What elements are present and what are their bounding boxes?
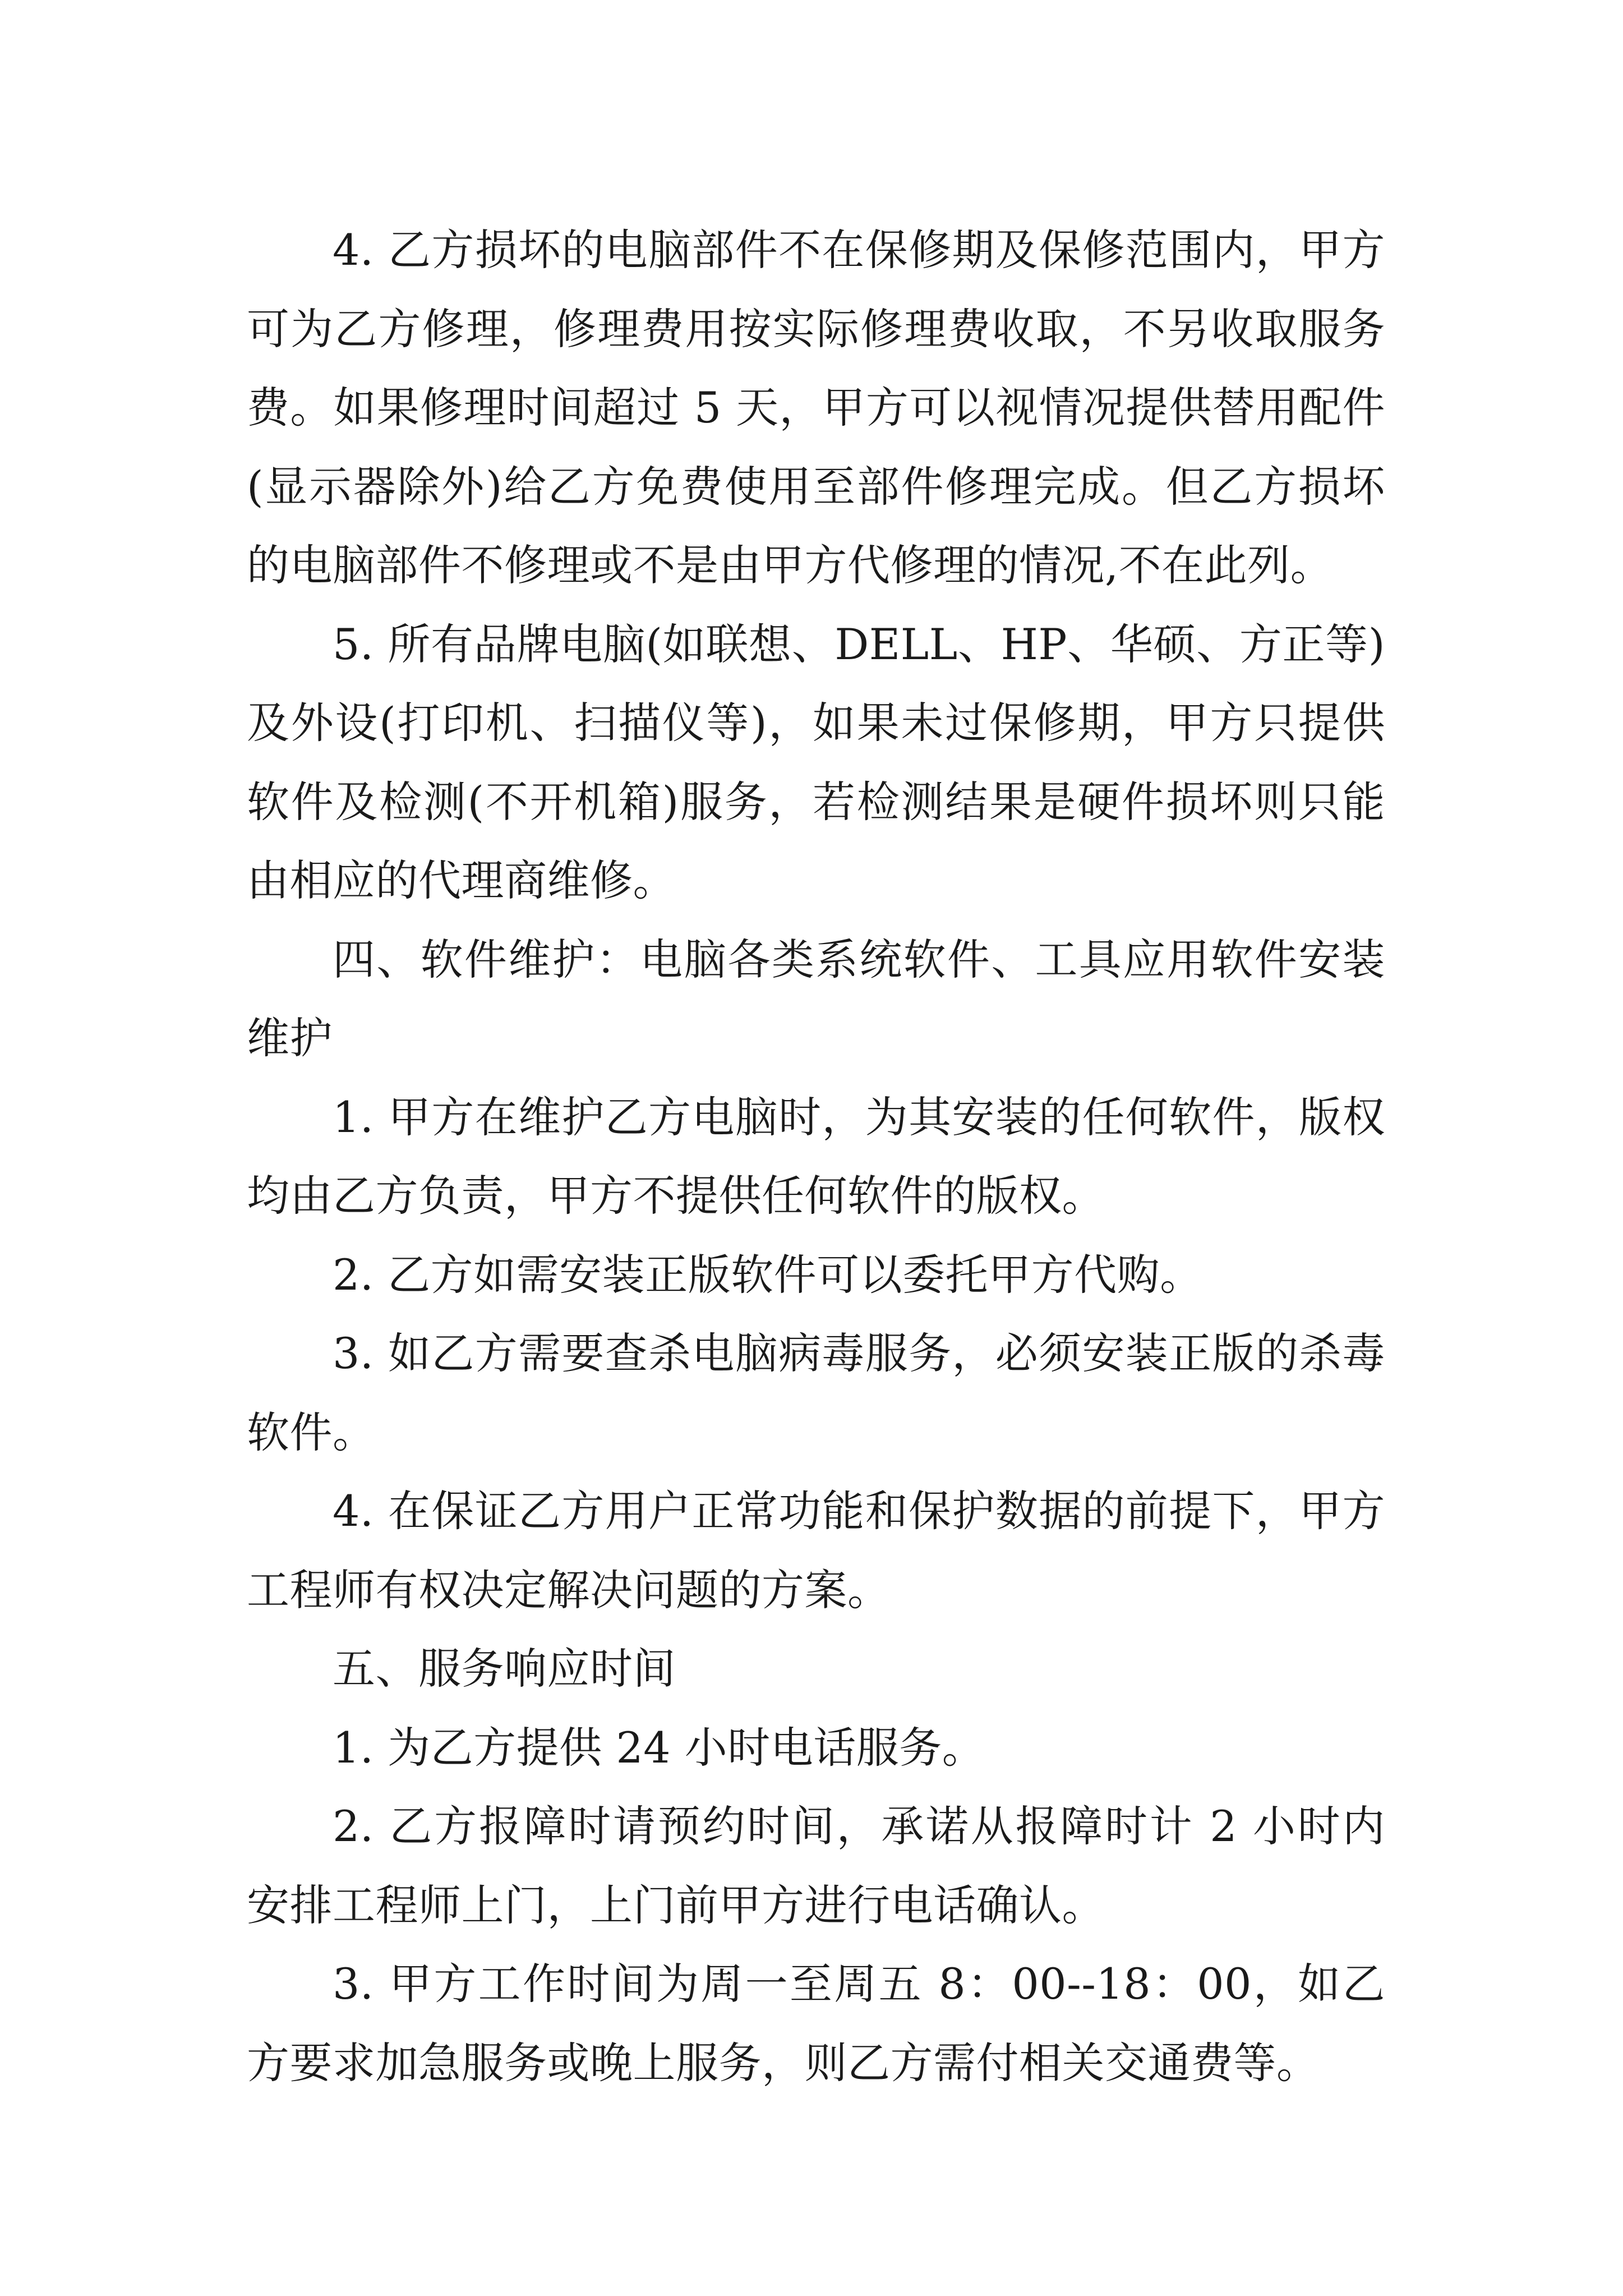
paragraph-onsite-appointment: 2. 乙方报障时请预约时间，承诺从报障时计 2 小时内安排工程师上门，上门前甲方进行电话确认。 [247, 1801, 1385, 1930]
section-heading-response-time: 五、服务响应时间 [333, 1644, 676, 1694]
paragraph-antivirus: 3. 如乙方需要查杀电脑病毒服务，必须安装正版的杀毒软件。 [247, 1328, 1385, 1457]
paragraph-genuine-software-purchase: 2. 乙方如需安装正版软件可以委托甲方代购。 [333, 1249, 1203, 1300]
section-heading-software-maintenance: 四、软件维护：电脑各类系统软件、工具应用软件安装维护 [247, 934, 1385, 1063]
document-body [247, 211, 1385, 2102]
paragraph-software-copyright: 1. 甲方在维护乙方电脑时，为其安装的任何软件，版权均由乙方负责，甲方不提供任何软件的版权。 [247, 1092, 1385, 1221]
paragraph-phone-service: 1. 为乙方提供 24 小时电话服务。 [333, 1722, 985, 1773]
paragraph-engineer-authority: 4. 在保证乙方用户正常功能和保护数据的前提下，甲方工程师有权决定解决问题的方案。 [247, 1486, 1385, 1615]
paragraph-repair-out-of-warranty: 4. 乙方损坏的电脑部件不在保修期及保修范围内，甲方可为乙方修理，修理费用按实际修理费收取，不另收取服务费。如果修理时间超过 5 天，甲方可以视情况提供替用配件(显示器除外)给乙方免费使用至部件修理完成。但乙方损坏的电脑部件不修理或不是由甲方代修理的情况,不在此列。 [247, 225, 1385, 590]
paragraph-brand-computers: 5. 所有品牌电脑(如联想、DELL、HP、华硕、方正等)及外设(打印机、扫描仪等)，如果未过保修期，甲方只提供软件及检测(不开机箱)服务，若检测结果是硬件损坏则只能由相应的代理商维修。 [247, 619, 1385, 905]
paragraph-working-hours: 3. 甲方工作时间为周一至周五 8：00--18：00，如乙方要求加急服务或晚上服务，则乙方需付相关交通费等。 [247, 1959, 1385, 2088]
